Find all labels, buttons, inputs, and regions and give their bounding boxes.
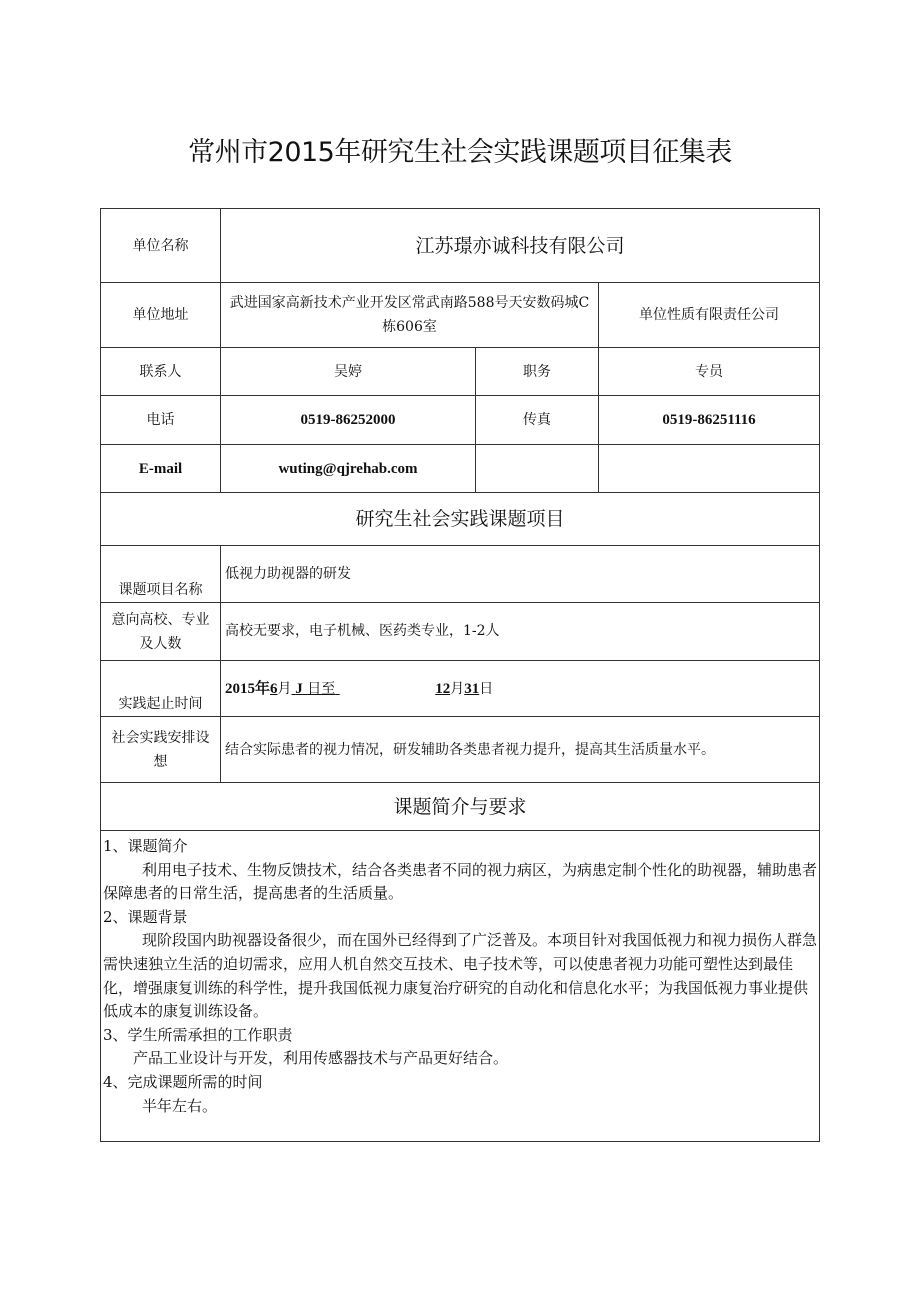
section-4-heading: 4、完成课题所需的时间 <box>103 1072 263 1091</box>
intro-section-header: 课题简介与要求 <box>100 782 820 831</box>
position-label: 职务 <box>475 347 599 396</box>
plan: 结合实际患者的视力情况，研发辅助各类患者视力提升，提高其生活质量水平。 <box>220 716 820 783</box>
section-1-text: 利用电子技术、生物反馈技术，结合各类患者不同的视力病区，为病患定制个性化的助视器，辅助患者保障患者的日常生活，提高患者的生活质量。 <box>103 860 818 903</box>
time-range: 2015年 6 月 J 日至 12 月 31 日 <box>220 660 820 717</box>
section-4-text: 半年左右。 <box>142 1096 218 1115</box>
section-3-heading: 3、学生所需承担的工作职责 <box>103 1025 293 1044</box>
contact: 吴婷 <box>220 347 476 396</box>
fax-label: 传真 <box>475 395 599 445</box>
position: 专员 <box>598 347 820 396</box>
unit-name: 江苏璟亦诚科技有限公司 <box>220 208 820 283</box>
email-label: E-mail <box>100 444 221 493</box>
section-2-text: 现阶段国内助视器设备很少，而在国外已经得到了广泛普及。本项目针对我国低视力和视力损伤人群急需快速独立生活的迫切需求，应用人机自然交互技术、电子技术等，可以使患者视力功能可塑性达到最佳化，增强康复训练的科学性，提升我国低视力康复治疗研究的自动化和信息化水平；为我国低视力事业提供低成本的康复训练设备。 <box>103 931 818 1021</box>
phone: 0519-86252000 <box>220 395 476 445</box>
project-name-label: 课题项目名称 <box>100 545 221 603</box>
school: 高校无要求，电子机械、医药类专业，1-2人 <box>220 602 820 661</box>
contact-label: 联系人 <box>100 347 221 396</box>
empty-cell <box>598 444 820 493</box>
project-name: 低视力助视器的研发 <box>220 545 820 603</box>
fax: 0519-86251116 <box>598 395 820 445</box>
project-section-header: 研究生社会实践课题项目 <box>100 492 820 546</box>
page-title: 常州市2015年研究生社会实践课题项目征集表 <box>188 137 732 168</box>
section-3-text: 产品工业设计与开发，利用传感器技术与产品更好结合。 <box>133 1049 509 1068</box>
section-2-heading: 2、课题背景 <box>103 907 188 926</box>
plan-label: 社会实践安排设想 <box>100 716 221 783</box>
empty-cell <box>475 444 599 493</box>
unit-name-label: 单位名称 <box>100 208 221 283</box>
email: wuting@qjrehab.com <box>220 444 476 493</box>
time-label: 实践起止时间 <box>100 660 221 717</box>
address: 武进国家高新技术产业开发区常武南路588号天安数码城C栋606室 <box>220 282 599 348</box>
unit-nature: 单位性质有限责任公司 <box>598 282 820 348</box>
intro-body <box>100 830 820 1142</box>
school-label: 意向高校、专业及人数 <box>100 602 221 661</box>
section-1-heading: 1、课题简介 <box>103 837 188 855</box>
phone-label: 电话 <box>100 395 221 445</box>
address-label: 单位地址 <box>100 282 221 348</box>
